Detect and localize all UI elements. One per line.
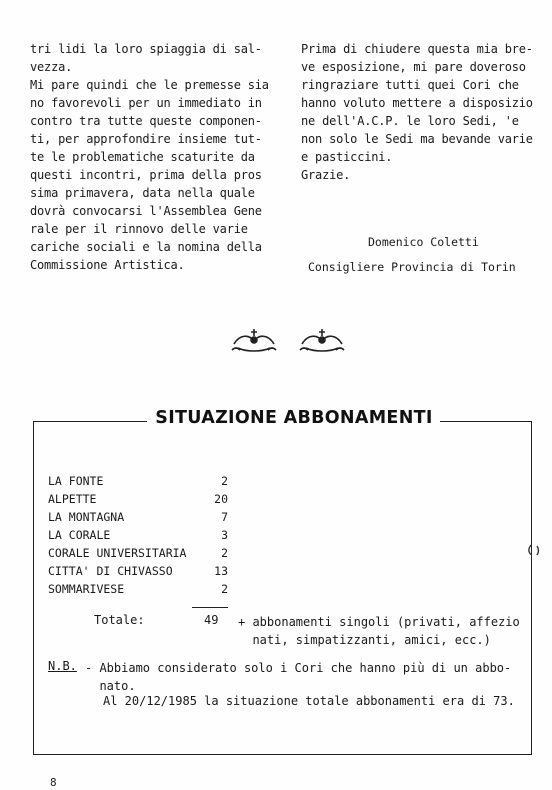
subscription-count: 2 (221, 546, 228, 560)
subscription-row (48, 492, 228, 510)
subscription-count: 2 (221, 582, 228, 596)
choir-name: LA FONTE (48, 474, 104, 488)
text-line: hanno voluto mettere a disposizio (301, 96, 533, 110)
floral-ornament-left (232, 329, 276, 351)
text-line: non solo le Sedi ma bevande varie (301, 132, 533, 146)
subscription-count: 2 (221, 474, 228, 488)
text-line: Mi pare quindi che le premesse sia (30, 78, 269, 92)
text-line: ne dell'A.C.P. le loro Sedi, 'e (301, 114, 519, 128)
ornament-divider (228, 326, 348, 356)
choir-name: CORALE UNIVERSITARIA (48, 546, 187, 560)
subscription-count: 3 (221, 528, 228, 542)
text-line: questi incontri, prima della pros (30, 168, 262, 182)
text-line: e pasticcini. (301, 150, 393, 164)
sum-underline (192, 607, 228, 608)
nb-text: - Abbiamo considerato solo i Cori che hanno più di un abbo- nato. (85, 661, 512, 693)
subscription-count: 20 (214, 492, 228, 506)
subscription-row (48, 582, 228, 600)
subscription-row (48, 510, 228, 528)
text-line: cariche sociali e la nomina della (30, 240, 262, 254)
box-top-border-left (33, 421, 147, 422)
binding-mark (527, 543, 547, 557)
right-column (301, 40, 552, 184)
text-line: Commissione Artistica. (30, 258, 185, 272)
text-line: te le problematiche scaturite da (30, 150, 255, 164)
text-line: ringraziare tutti quei Cori che (301, 78, 519, 92)
text-line: tri lidi la loro spiaggia di sal- (30, 42, 262, 56)
text-line: ve esposizione, mi pare doveroso (301, 60, 526, 74)
choir-name: LA CORALE (48, 528, 111, 542)
subscription-row (48, 564, 228, 582)
text-line: ti, per approfondire insieme tut- (30, 132, 262, 146)
subscription-count: 13 (214, 564, 228, 578)
floral-ornament-right (300, 329, 344, 351)
text-line: sima primavera, data nella quale (30, 186, 255, 200)
text-line: vezza. (30, 60, 73, 74)
text-line: dovrà convocarsi l'Assemblea Gene (30, 204, 262, 218)
text-line: Prima di chiudere questa mia bre- (301, 42, 533, 56)
choir-name: ALPETTE (48, 492, 97, 506)
nb-date-text: Al 20/12/1985 la situazione totale abbonamenti era di 73. (103, 694, 515, 708)
choir-name: LA MONTAGNA (48, 510, 125, 524)
nb-label: N.B. (48, 659, 77, 673)
subscription-row (48, 546, 228, 564)
choir-name: CITTA' DI CHIVASSO (48, 564, 173, 578)
text-line: Grazie. (301, 168, 351, 182)
left-column (30, 40, 282, 274)
signature-role: Consigliere Provincia di Torin (308, 260, 516, 274)
subscription-row (48, 528, 228, 546)
page-number: 8 (50, 776, 57, 789)
total-note: + abbonamenti singoli (privati, affezio nati, simpatizzanti, amici, ecc.) (238, 615, 520, 647)
text-line: contro tra tutte queste componen- (30, 114, 262, 128)
subscription-row (48, 474, 228, 492)
box-top-border-right (440, 421, 531, 422)
text-line: rale per il rinnovo delle varie (30, 222, 248, 236)
subscription-count: 7 (221, 510, 228, 524)
text-line: no favorevoli per un immediato in (30, 96, 262, 110)
total-label: Totale: (94, 613, 145, 627)
total-value: 49 (204, 613, 219, 627)
choir-name: SOMMARIVESE (48, 582, 125, 596)
subscriptions-table (48, 474, 228, 600)
subscriptions-title: SITUAZIONE ABBONAMENTI (155, 408, 433, 428)
signature-name: Domenico Coletti (368, 235, 479, 249)
